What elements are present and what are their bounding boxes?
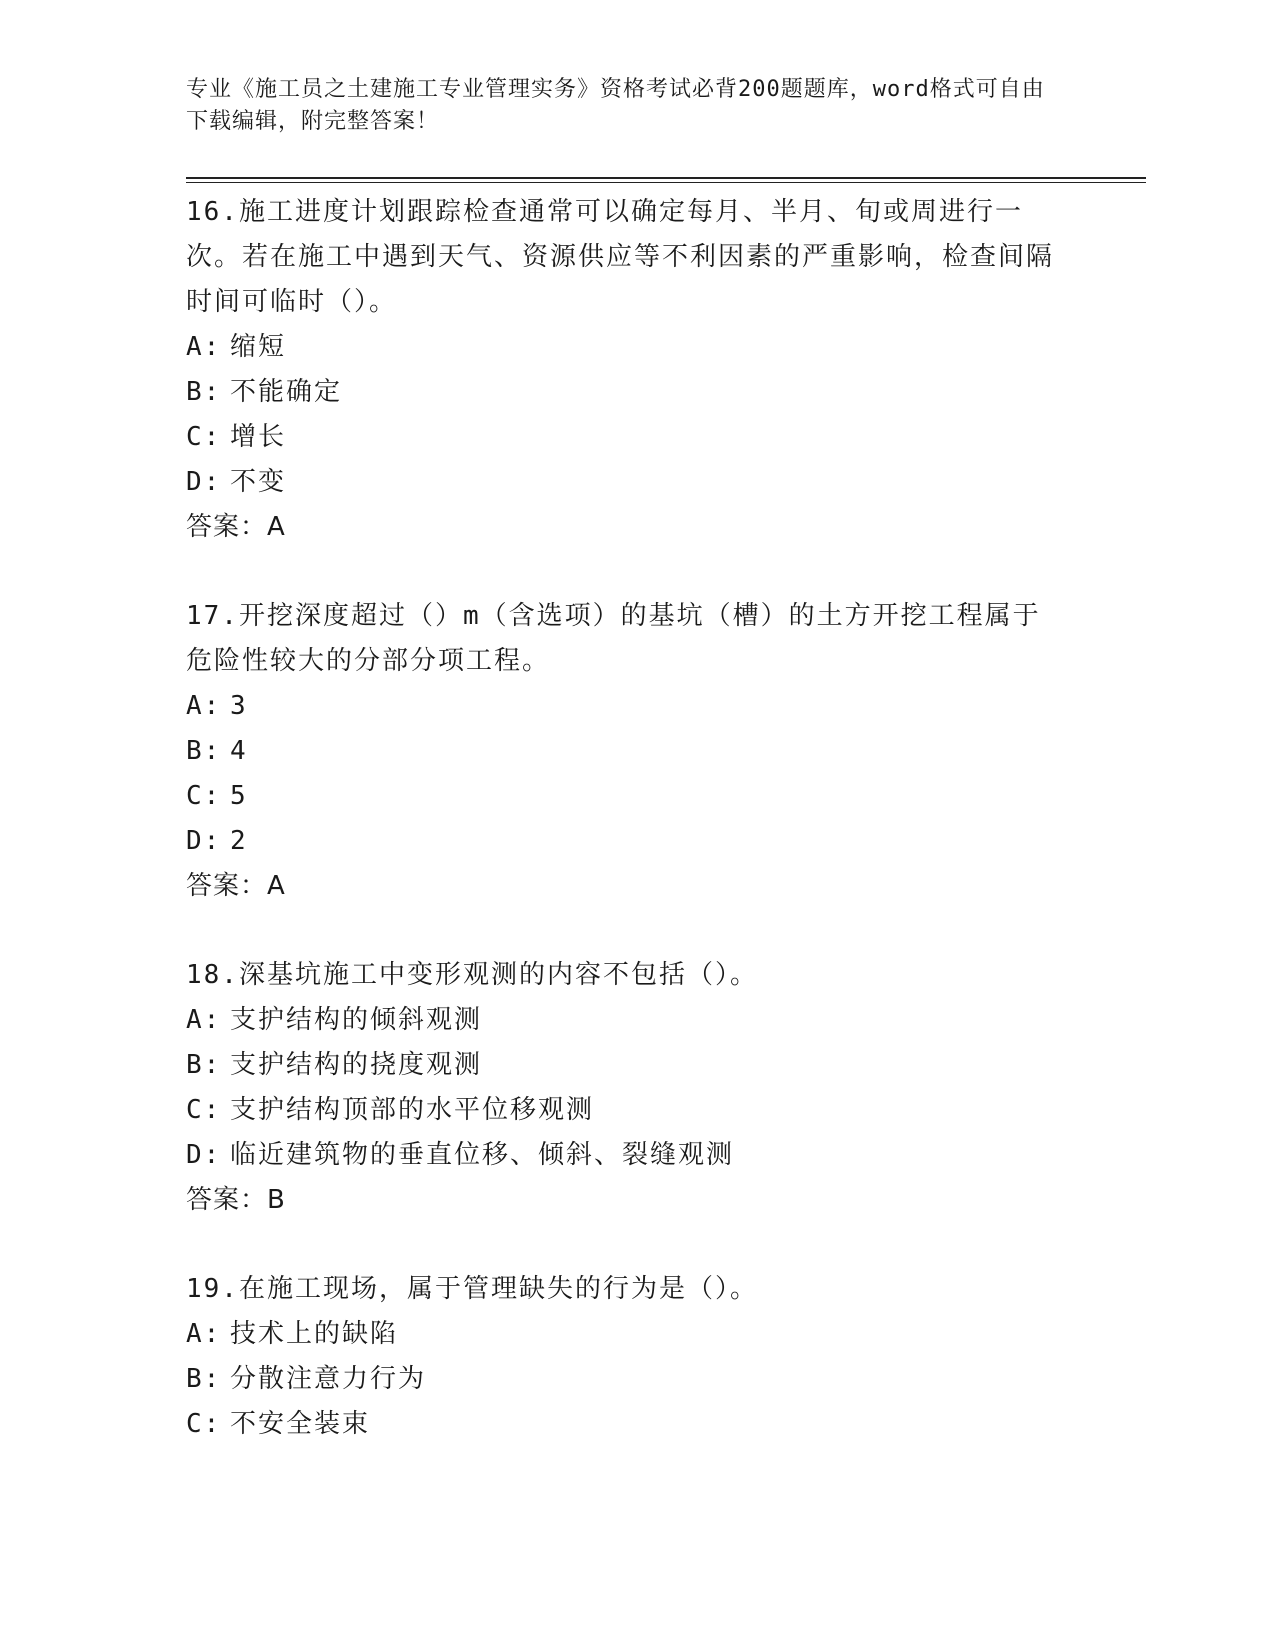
option-text: 临近建筑物的垂直位移、倾斜、裂缝观测 xyxy=(230,1140,735,1170)
option-key: A: xyxy=(186,1319,222,1349)
option-b xyxy=(186,1043,1066,1088)
option-list xyxy=(186,998,1066,1178)
question-17 xyxy=(186,594,1066,909)
option-a xyxy=(186,684,1066,729)
option-key: A: xyxy=(186,1005,222,1035)
question-19 xyxy=(186,1267,1066,1447)
option-key: C: xyxy=(186,422,222,452)
option-list xyxy=(186,684,1066,864)
option-text: 支护结构顶部的水平位移观测 xyxy=(230,1095,595,1125)
option-key: A: xyxy=(186,332,222,362)
option-list xyxy=(186,325,1066,505)
option-text: 技术上的缺陷 xyxy=(230,1319,399,1349)
option-text: 支护结构的挠度观测 xyxy=(230,1050,483,1080)
option-text: 不能确定 xyxy=(230,377,343,407)
question-stem: 16.施工进度计划跟踪检查通常可以确定每月、半月、旬或周进行一次。若在施工中遇到天气、资源供应等不利因素的严重影响，检查间隔时间可临时（）。 xyxy=(186,197,1055,317)
option-c xyxy=(186,1402,1066,1447)
option-text: 增长 xyxy=(230,422,287,452)
option-key: B: xyxy=(186,1364,222,1394)
option-c xyxy=(186,774,1066,819)
option-text: 分散注意力行为 xyxy=(230,1364,427,1394)
option-a xyxy=(186,325,1066,370)
document-page xyxy=(186,0,1146,1650)
option-key: B: xyxy=(186,1050,222,1080)
option-d xyxy=(186,460,1066,505)
option-key: B: xyxy=(186,736,222,766)
option-c xyxy=(186,415,1066,460)
question-stem: 17.开挖深度超过（）m（含选项）的基坑（槽）的土方开挖工程属于危险性较大的分部分项工程。 xyxy=(186,601,1041,676)
option-text: 支护结构的倾斜观测 xyxy=(230,1005,483,1035)
answer-line: 答案：B xyxy=(186,1185,286,1215)
option-c xyxy=(186,1088,1066,1133)
option-d xyxy=(186,819,1066,864)
option-text: 缩短 xyxy=(230,332,287,362)
option-text: 5 xyxy=(230,781,248,811)
option-key: D: xyxy=(186,1140,222,1170)
option-key: D: xyxy=(186,826,222,856)
option-b xyxy=(186,1357,1066,1402)
document-header: 专业《施工员之土建施工专业管理实务》资格考试必背200题题库，word格式可自由下载编辑，附完整答案！ xyxy=(186,77,1045,134)
option-a xyxy=(186,998,1066,1043)
option-text: 不变 xyxy=(230,467,287,497)
answer-line: 答案：A xyxy=(186,871,286,901)
option-key: C: xyxy=(186,781,222,811)
option-d xyxy=(186,1133,1066,1178)
answer-line: 答案：A xyxy=(186,512,286,542)
option-text: 不安全装束 xyxy=(230,1409,371,1439)
question-stem: 18.深基坑施工中变形观测的内容不包括（）。 xyxy=(186,960,758,990)
option-key: C: xyxy=(186,1409,222,1439)
question-18 xyxy=(186,953,1066,1223)
option-key: D: xyxy=(186,467,222,497)
option-key: C: xyxy=(186,1095,222,1125)
option-b xyxy=(186,370,1066,415)
option-key: A: xyxy=(186,691,222,721)
question-stem: 19.在施工现场，属于管理缺失的行为是（）。 xyxy=(186,1274,758,1304)
option-key: B: xyxy=(186,377,222,407)
header-divider xyxy=(186,177,1146,183)
option-list xyxy=(186,1312,1066,1447)
option-text: 2 xyxy=(230,826,248,856)
question-16 xyxy=(186,190,1066,550)
question-list xyxy=(186,190,1066,1491)
option-a xyxy=(186,1312,1066,1357)
option-text: 3 xyxy=(230,691,248,721)
option-text: 4 xyxy=(230,736,248,766)
option-b xyxy=(186,729,1066,774)
